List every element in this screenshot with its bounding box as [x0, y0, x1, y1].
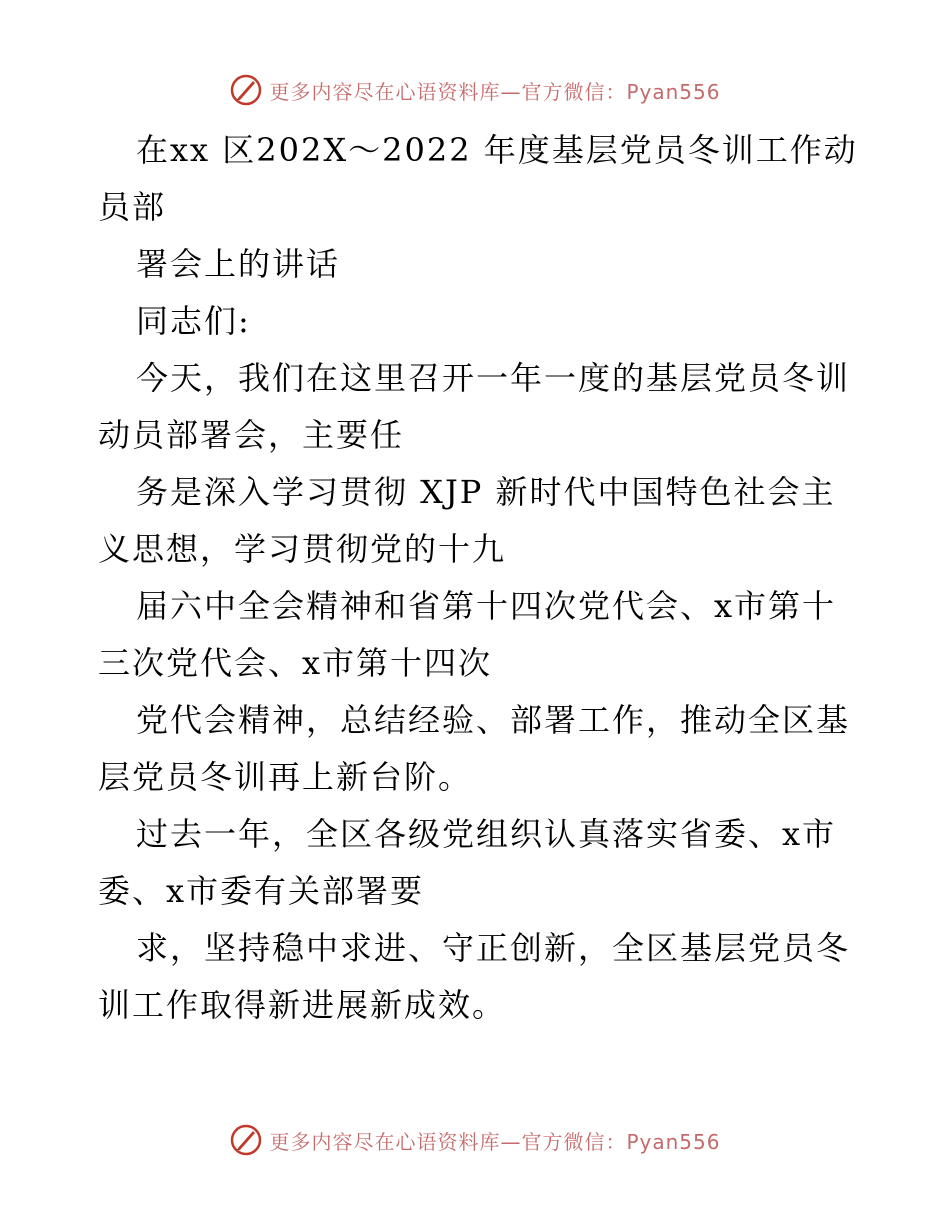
text-line: 训工作取得新进展新成效。 [98, 986, 507, 1024]
text-line: 三次党代会、x市第十四次 [98, 644, 493, 682]
text-line: 党代会精神，总结经验、部署工作，推动全区基 [136, 701, 851, 739]
watermark-text: 更多内容尽在心语资料库—官方微信：Pyan556 [269, 1129, 721, 1154]
text-line: 委、x市委有关部署要 [98, 872, 425, 910]
text-line: 层党员冬训再上新台阶。 [98, 758, 473, 796]
document-body [98, 122, 858, 1034]
quill-seal-icon [229, 1123, 263, 1157]
text-line: 署会上的讲话 [136, 245, 341, 283]
text-line: 过去一年，全区各级党组织认真落实省委、x市 [136, 815, 837, 853]
text-line: 务是深入学习贯彻 XJP 新时代中国特色社会主 [136, 473, 836, 511]
text-line: 义思想，学习贯彻党的十九 [98, 530, 507, 568]
text-line: 动员部署会，主要任 [98, 416, 405, 454]
watermark-header [0, 70, 950, 110]
watermark-text: 更多内容尽在心语资料库—官方微信：Pyan556 [269, 79, 721, 104]
text-line: 在xx 区202X～2022 年度基层党员冬训工作动 [136, 131, 858, 169]
text-line: 员部 [98, 188, 167, 226]
text-line: 求，坚持稳中求进、守正创新，全区基层党员冬 [136, 929, 851, 967]
watermark-footer [0, 1120, 950, 1160]
text-line: 届六中全会精神和省第十四次党代会、x市第十 [136, 587, 837, 625]
quill-seal-icon [229, 73, 263, 107]
text-line: 今天，我们在这里召开一年一度的基层党员冬训 [136, 359, 851, 397]
text-line: 同志们: [136, 302, 251, 340]
